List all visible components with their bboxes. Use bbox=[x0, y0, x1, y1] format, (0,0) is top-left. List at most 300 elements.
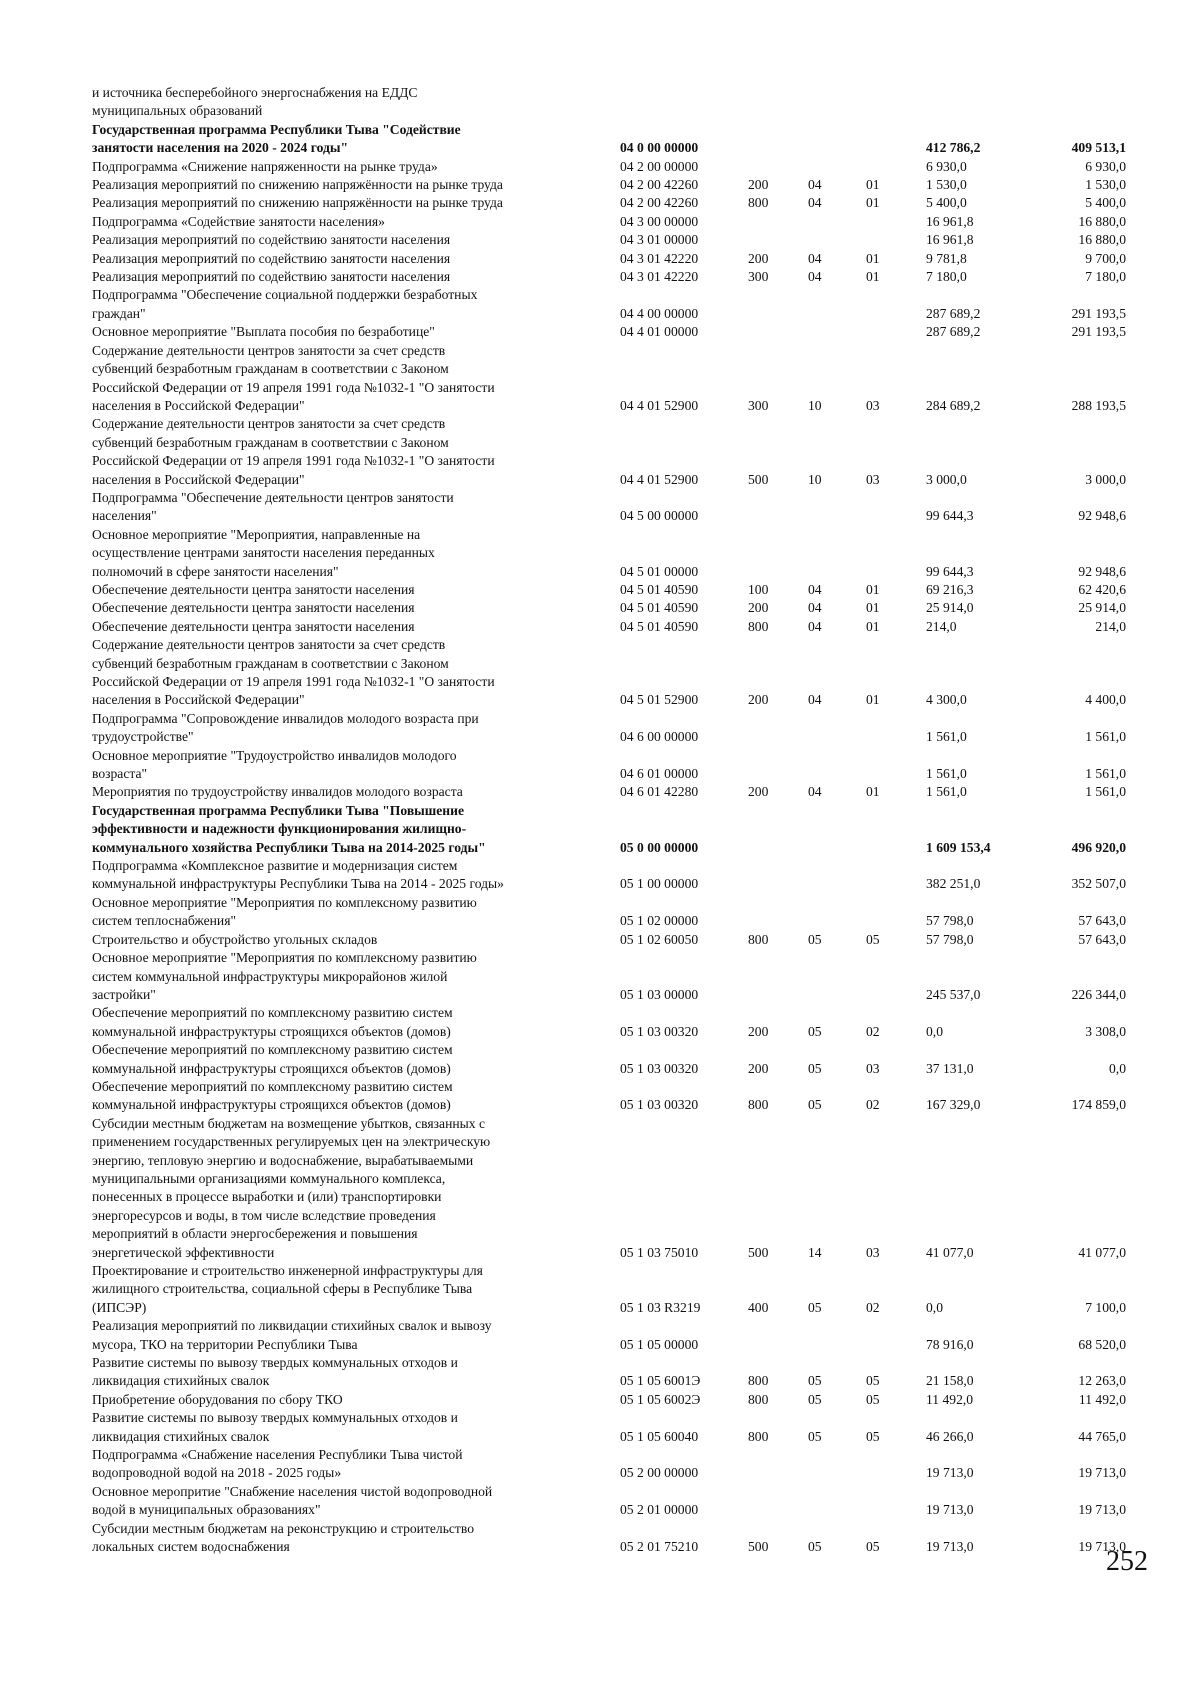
target-article-code: 04 3 01 42220 bbox=[620, 250, 699, 266]
amount-year-2: 57 643,0 bbox=[1078, 931, 1126, 947]
row-name-line: Мероприятия по трудоустройству инвалидов молодого возраста bbox=[92, 784, 463, 800]
row-name bbox=[92, 268, 612, 286]
row-name-line: субвенций безработным гражданам в соответствии с Законом bbox=[92, 434, 449, 450]
table-row bbox=[92, 1354, 1142, 1391]
table-row bbox=[92, 581, 1142, 599]
amount-year-1: 57 798,0 bbox=[926, 931, 974, 947]
expense-type-code: 300 bbox=[748, 269, 769, 285]
target-article-code: 05 1 05 00000 bbox=[620, 1336, 699, 1352]
amount-year-2: 214,0 bbox=[1095, 618, 1126, 634]
row-name-line: Строительство и обустройство угольных складов bbox=[92, 931, 378, 947]
subsection-code: 01 bbox=[866, 618, 880, 634]
section-code: 05 bbox=[808, 1428, 822, 1444]
expense-type-code: 200 bbox=[748, 250, 769, 266]
table-row bbox=[92, 286, 1142, 323]
table-row bbox=[92, 1317, 1142, 1354]
amount-year-1: 245 537,0 bbox=[926, 986, 981, 1002]
amount-year-2: 16 880,0 bbox=[1078, 232, 1126, 248]
amount-year-2: 174 859,0 bbox=[1071, 1097, 1126, 1113]
table-row bbox=[92, 857, 1142, 894]
row-name-line: Реализация мероприятий по ликвидации стихийных свалок и вывозу bbox=[92, 1318, 492, 1334]
target-article-code: 04 4 01 52900 bbox=[620, 471, 699, 487]
budget-table bbox=[92, 84, 1142, 1557]
table-row bbox=[92, 158, 1142, 176]
subsection-code: 01 bbox=[866, 692, 880, 708]
row-name-line: Обеспечение мероприятий по комплексному развитию систем bbox=[92, 1078, 453, 1094]
row-name bbox=[92, 323, 612, 341]
amount-year-1: 0,0 bbox=[926, 1299, 943, 1315]
row-name-line: Государственная программа Республики Тыва "Содействие bbox=[92, 121, 461, 137]
table-row bbox=[92, 599, 1142, 617]
row-name bbox=[92, 618, 612, 636]
amount-year-1: 25 914,0 bbox=[926, 600, 974, 616]
table-row bbox=[92, 1483, 1142, 1520]
amount-year-2: 11 492,0 bbox=[1078, 1391, 1126, 1407]
row-name-line: ликвидация стихийных свалок bbox=[92, 1428, 270, 1444]
table-row bbox=[92, 231, 1142, 249]
row-name bbox=[92, 802, 612, 857]
section-code: 04 bbox=[808, 784, 822, 800]
amount-year-1: 99 644,3 bbox=[926, 563, 974, 579]
amount-year-2: 44 765,0 bbox=[1078, 1428, 1126, 1444]
subsection-code: 01 bbox=[866, 600, 880, 616]
amount-year-1: 19 713,0 bbox=[926, 1502, 974, 1518]
amount-year-2: 92 948,6 bbox=[1078, 508, 1126, 524]
table-row bbox=[92, 1041, 1142, 1078]
amount-year-2: 19 713,0 bbox=[1078, 1465, 1126, 1481]
row-name-line: трудоустройстве" bbox=[92, 729, 194, 745]
amount-year-1: 99 644,3 bbox=[926, 508, 974, 524]
subsection-code: 01 bbox=[866, 784, 880, 800]
target-article-code: 05 0 00 00000 bbox=[620, 839, 699, 855]
amount-year-2: 7 100,0 bbox=[1085, 1299, 1126, 1315]
target-article-code: 05 2 01 75210 bbox=[620, 1539, 699, 1555]
row-name-line: субвенций безработным гражданам в соответствии с Законом bbox=[92, 361, 449, 377]
row-name-line: ликвидация стихийных свалок bbox=[92, 1373, 270, 1389]
row-name-line: Обеспечение деятельности центра занятости населения bbox=[92, 618, 415, 634]
target-article-code: 05 1 03 00320 bbox=[620, 1023, 699, 1039]
table-row bbox=[92, 250, 1142, 268]
subsection-code: 05 bbox=[866, 1373, 880, 1389]
target-article-code: 05 2 01 00000 bbox=[620, 1502, 699, 1518]
row-name-line: Реализация мероприятий по содействию занятости населения bbox=[92, 250, 451, 266]
row-name-line: Подпрограмма «Комплексное развитие и модернизация систем bbox=[92, 858, 458, 874]
row-name-line: муниципальными организациями коммунального комплекса, bbox=[92, 1170, 446, 1186]
row-name bbox=[92, 1041, 612, 1078]
section-code: 04 bbox=[808, 177, 822, 193]
target-article-code: 04 5 01 52900 bbox=[620, 692, 699, 708]
amount-year-1: 412 786,2 bbox=[926, 140, 981, 156]
table-row bbox=[92, 121, 1142, 158]
section-code: 10 bbox=[808, 397, 822, 413]
table-row bbox=[92, 268, 1142, 286]
target-article-code: 05 1 02 60050 bbox=[620, 931, 699, 947]
row-name bbox=[92, 710, 612, 747]
row-name-line: Содержание деятельности центров занятости за счет средств bbox=[92, 637, 446, 653]
row-name bbox=[92, 1391, 612, 1409]
amount-year-1: 11 492,0 bbox=[926, 1391, 974, 1407]
amount-year-1: 57 798,0 bbox=[926, 913, 974, 929]
row-name bbox=[92, 342, 612, 416]
row-name bbox=[92, 415, 612, 489]
amount-year-2: 1 530,0 bbox=[1085, 177, 1126, 193]
expense-type-code: 800 bbox=[748, 1097, 769, 1113]
row-name bbox=[92, 526, 612, 581]
table-row bbox=[92, 931, 1142, 949]
amount-year-2: 16 880,0 bbox=[1078, 213, 1126, 229]
row-name-line: Основное мероприятие "Выплата пособия по безработице" bbox=[92, 324, 435, 340]
row-name-line: населения" bbox=[92, 508, 157, 524]
expense-type-code: 800 bbox=[748, 618, 769, 634]
row-name bbox=[92, 1483, 612, 1520]
amount-year-1: 41 077,0 bbox=[926, 1244, 974, 1260]
expense-type-code: 500 bbox=[748, 1539, 769, 1555]
amount-year-2: 12 263,0 bbox=[1078, 1373, 1126, 1389]
table-row bbox=[92, 636, 1142, 710]
amount-year-1: 37 131,0 bbox=[926, 1060, 974, 1076]
target-article-code: 05 1 05 60040 bbox=[620, 1428, 699, 1444]
row-name bbox=[92, 636, 612, 710]
row-name-line: энергоресурсов и воды, в том числе вследствие проведения bbox=[92, 1207, 436, 1223]
target-article-code: 05 1 03 00320 bbox=[620, 1060, 699, 1076]
row-name-line: мероприятий в области энергосбережения и повышения bbox=[92, 1226, 418, 1242]
row-name bbox=[92, 489, 612, 526]
expense-type-code: 800 bbox=[748, 1428, 769, 1444]
section-code: 05 bbox=[808, 1539, 822, 1555]
subsection-code: 05 bbox=[866, 1391, 880, 1407]
row-name-line: Субсидии местным бюджетам на реконструкцию и строительство bbox=[92, 1520, 474, 1536]
section-code: 04 bbox=[808, 692, 822, 708]
expense-type-code: 400 bbox=[748, 1299, 769, 1315]
amount-year-1: 21 158,0 bbox=[926, 1373, 974, 1389]
section-code: 10 bbox=[808, 471, 822, 487]
table-row bbox=[92, 1262, 1142, 1317]
section-code: 05 bbox=[808, 1023, 822, 1039]
amount-year-1: 0,0 bbox=[926, 1023, 943, 1039]
section-code: 05 bbox=[808, 1299, 822, 1315]
target-article-code: 05 1 03 75010 bbox=[620, 1244, 699, 1260]
amount-year-1: 382 251,0 bbox=[926, 876, 981, 892]
table-row bbox=[92, 213, 1142, 231]
row-name-line: возраста" bbox=[92, 766, 148, 782]
amount-year-2: 5 400,0 bbox=[1085, 195, 1126, 211]
expense-type-code: 200 bbox=[748, 692, 769, 708]
row-name-line: Основное мероприятие "Мероприятия, направленные на bbox=[92, 526, 421, 542]
row-name bbox=[92, 599, 612, 617]
target-article-code: 04 3 01 00000 bbox=[620, 232, 699, 248]
section-code: 05 bbox=[808, 1391, 822, 1407]
target-article-code: 05 1 00 00000 bbox=[620, 876, 699, 892]
expense-type-code: 800 bbox=[748, 1391, 769, 1407]
row-name bbox=[92, 1354, 612, 1391]
section-code: 14 bbox=[808, 1244, 822, 1260]
table-row bbox=[92, 710, 1142, 747]
subsection-code: 03 bbox=[866, 471, 880, 487]
row-name bbox=[92, 121, 612, 158]
row-name-line: Подпрограмма «Содействие занятости населения» bbox=[92, 213, 385, 229]
subsection-code: 02 bbox=[866, 1299, 880, 1315]
table-row bbox=[92, 949, 1142, 1004]
row-name-line: Субсидии местным бюджетам на возмещение убытков, связанных с bbox=[92, 1115, 485, 1131]
expense-type-code: 200 bbox=[748, 177, 769, 193]
section-code: 05 bbox=[808, 1097, 822, 1113]
target-article-code: 04 2 00 42260 bbox=[620, 195, 699, 211]
row-name-line: Государственная программа Республики Тыва "Повышение bbox=[92, 802, 464, 818]
row-name-line: эффективности и надежности функционирования жилищно- bbox=[92, 821, 467, 837]
row-name bbox=[92, 949, 612, 1004]
table-row bbox=[92, 1446, 1142, 1483]
amount-year-1: 1 561,0 bbox=[926, 766, 967, 782]
table-row bbox=[92, 526, 1142, 581]
row-name-line: Развитие системы по вывозу твердых коммунальных отходов и bbox=[92, 1355, 458, 1371]
amount-year-1: 7 180,0 bbox=[926, 269, 967, 285]
expense-type-code: 800 bbox=[748, 1373, 769, 1389]
target-article-code: 04 4 01 52900 bbox=[620, 397, 699, 413]
row-name-line: муниципальных образований bbox=[92, 103, 263, 119]
row-name-line: Содержание деятельности центров занятости за счет средств bbox=[92, 416, 446, 432]
target-article-code: 04 5 01 40590 bbox=[620, 600, 699, 616]
subsection-code: 01 bbox=[866, 269, 880, 285]
amount-year-2: 291 193,5 bbox=[1071, 305, 1126, 321]
amount-year-2: 1 561,0 bbox=[1085, 729, 1126, 745]
subsection-code: 05 bbox=[866, 1539, 880, 1555]
amount-year-1: 214,0 bbox=[926, 618, 957, 634]
table-row bbox=[92, 1078, 1142, 1115]
row-name-line: Реализация мероприятий по содействию занятости населения bbox=[92, 269, 451, 285]
row-name-line: коммунальной инфраструктуры строящихся объектов (домов) bbox=[92, 1060, 451, 1076]
row-name-line: Российской Федерации от 19 апреля 1991 года №1032-1 "О занятости bbox=[92, 674, 495, 689]
row-name bbox=[92, 1446, 612, 1483]
target-article-code: 04 5 01 40590 bbox=[620, 581, 699, 597]
row-name bbox=[92, 783, 612, 801]
row-name bbox=[92, 1520, 612, 1557]
row-name-line: локальных систем водоснабжения bbox=[92, 1539, 290, 1555]
row-name-line: Обеспечение мероприятий по комплексному развитию систем bbox=[92, 1042, 453, 1058]
target-article-code: 04 6 01 00000 bbox=[620, 766, 699, 782]
target-article-code: 05 1 03 00320 bbox=[620, 1097, 699, 1113]
table-row bbox=[92, 894, 1142, 931]
table-row bbox=[92, 1004, 1142, 1041]
amount-year-2: 409 513,1 bbox=[1071, 140, 1126, 156]
table-row bbox=[92, 415, 1142, 489]
target-article-code: 04 6 00 00000 bbox=[620, 729, 699, 745]
amount-year-2: 288 193,5 bbox=[1071, 397, 1126, 413]
row-name-line: Обеспечение деятельности центра занятости населения bbox=[92, 600, 415, 616]
row-name-line: Основное меропритие "Снабжение населения чистой водопроводной bbox=[92, 1483, 493, 1499]
row-name-line: Основное мероприятие "Трудоустройство инвалидов молодого bbox=[92, 747, 457, 763]
table-row bbox=[92, 783, 1142, 801]
table-row bbox=[92, 194, 1142, 212]
row-name bbox=[92, 158, 612, 176]
target-article-code: 04 3 01 42220 bbox=[620, 269, 699, 285]
table-row bbox=[92, 1520, 1142, 1557]
amount-year-2: 1 561,0 bbox=[1085, 766, 1126, 782]
table-row bbox=[92, 84, 1142, 121]
subsection-code: 02 bbox=[866, 1023, 880, 1039]
amount-year-1: 16 961,8 bbox=[926, 232, 974, 248]
expense-type-code: 500 bbox=[748, 471, 769, 487]
amount-year-1: 167 329,0 bbox=[926, 1097, 981, 1113]
row-name-line: субвенций безработным гражданам в соответствии с Законом bbox=[92, 655, 449, 671]
row-name-line: Реализация мероприятий по снижению напряжённости на рынке труда bbox=[92, 177, 503, 193]
amount-year-1: 1 561,0 bbox=[926, 729, 967, 745]
row-name bbox=[92, 1078, 612, 1115]
row-name-line: мусора, ТКО на территории Республики Тыва bbox=[92, 1336, 358, 1352]
row-name-line: Российской Федерации от 19 апреля 1991 года №1032-1 "О занятости bbox=[92, 453, 495, 469]
amount-year-2: 226 344,0 bbox=[1071, 986, 1126, 1002]
target-article-code: 04 6 01 42280 bbox=[620, 784, 699, 800]
target-article-code: 04 2 00 00000 bbox=[620, 158, 699, 174]
row-name-line: Подпрограмма "Обеспечение социальной поддержки безработных bbox=[92, 287, 478, 303]
expense-type-code: 200 bbox=[748, 1023, 769, 1039]
row-name-line: применением государственных регулируемых цен на электрическую bbox=[92, 1134, 491, 1150]
target-article-code: 04 2 00 42260 bbox=[620, 177, 699, 193]
row-name-line: Обеспечение мероприятий по комплексному развитию систем bbox=[92, 1005, 453, 1021]
target-article-code: 04 0 00 00000 bbox=[620, 140, 699, 156]
target-article-code: 05 1 03 R3219 bbox=[620, 1299, 701, 1315]
row-name-line: Проектирование и строительство инженерной инфраструктуры для bbox=[92, 1263, 483, 1278]
expense-type-code: 200 bbox=[748, 784, 769, 800]
row-name-line: граждан" bbox=[92, 305, 146, 321]
row-name-line: коммунальной инфраструктуры строящихся объектов (домов) bbox=[92, 1023, 451, 1039]
subsection-code: 01 bbox=[866, 250, 880, 266]
row-name bbox=[92, 581, 612, 599]
section-code: 04 bbox=[808, 250, 822, 266]
row-name-line: Основное мероприятие "Мероприятия по комплексному развитию bbox=[92, 950, 477, 966]
amount-year-1: 69 216,3 bbox=[926, 581, 974, 597]
expense-type-code: 100 bbox=[748, 581, 769, 597]
row-name bbox=[92, 857, 612, 894]
table-row bbox=[92, 489, 1142, 526]
amount-year-2: 41 077,0 bbox=[1078, 1244, 1126, 1260]
row-name bbox=[92, 250, 612, 268]
row-name-line: Подпрограмма «Снижение напряженности на рынке труда» bbox=[92, 158, 438, 174]
row-name-line: Реализация мероприятий по снижению напряжённости на рынке труда bbox=[92, 195, 503, 211]
amount-year-1: 3 000,0 bbox=[926, 471, 967, 487]
expense-type-code: 200 bbox=[748, 1060, 769, 1076]
subsection-code: 03 bbox=[866, 1244, 880, 1260]
row-name bbox=[92, 231, 612, 249]
page-number: 252 bbox=[1106, 1546, 1148, 1577]
amount-year-2: 1 561,0 bbox=[1085, 784, 1126, 800]
subsection-code: 01 bbox=[866, 195, 880, 211]
amount-year-1: 9 781,8 bbox=[926, 250, 967, 266]
amount-year-2: 25 914,0 bbox=[1078, 600, 1126, 616]
row-name bbox=[92, 176, 612, 194]
row-name-line: систем коммунальной инфраструктуры микрорайонов жилой bbox=[92, 968, 448, 984]
amount-year-2: 3 000,0 bbox=[1085, 471, 1126, 487]
subsection-code: 01 bbox=[866, 581, 880, 597]
section-code: 04 bbox=[808, 581, 822, 597]
target-article-code: 04 5 01 40590 bbox=[620, 618, 699, 634]
expense-type-code: 300 bbox=[748, 397, 769, 413]
amount-year-1: 19 713,0 bbox=[926, 1465, 974, 1481]
subsection-code: 01 bbox=[866, 177, 880, 193]
row-name-line: водопроводной водой на 2018 - 2025 годы» bbox=[92, 1465, 342, 1481]
target-article-code: 05 1 05 6001Э bbox=[620, 1373, 701, 1389]
amount-year-1: 78 916,0 bbox=[926, 1336, 974, 1352]
amount-year-2: 7 180,0 bbox=[1085, 269, 1126, 285]
amount-year-2: 291 193,5 bbox=[1071, 324, 1126, 340]
section-code: 04 bbox=[808, 600, 822, 616]
expense-type-code: 800 bbox=[748, 931, 769, 947]
row-name bbox=[92, 747, 612, 784]
row-name-line: Обеспечение деятельности центра занятости населения bbox=[92, 581, 415, 597]
amount-year-2: 68 520,0 bbox=[1078, 1336, 1126, 1352]
table-row bbox=[92, 618, 1142, 636]
amount-year-1: 1 530,0 bbox=[926, 177, 967, 193]
target-article-code: 04 3 00 00000 bbox=[620, 213, 699, 229]
amount-year-2: 19 713,0 bbox=[1078, 1502, 1126, 1518]
row-name-line: населения в Российской Федерации" bbox=[92, 471, 305, 487]
amount-year-1: 16 961,8 bbox=[926, 213, 974, 229]
table-row bbox=[92, 176, 1142, 194]
subsection-code: 05 bbox=[866, 931, 880, 947]
table-row bbox=[92, 747, 1142, 784]
amount-year-1: 46 266,0 bbox=[926, 1428, 974, 1444]
table-row bbox=[92, 802, 1142, 857]
row-name-line: населения в Российской Федерации" bbox=[92, 397, 305, 413]
row-name bbox=[92, 194, 612, 212]
subsection-code: 02 bbox=[866, 1097, 880, 1113]
amount-year-1: 287 689,2 bbox=[926, 305, 981, 321]
row-name bbox=[92, 1004, 612, 1041]
amount-year-2: 57 643,0 bbox=[1078, 913, 1126, 929]
expense-type-code: 500 bbox=[748, 1244, 769, 1260]
row-name-line: Основное мероприятие "Мероприятия по комплексному развитию bbox=[92, 894, 477, 910]
amount-year-1: 287 689,2 bbox=[926, 324, 981, 340]
amount-year-2: 9 700,0 bbox=[1085, 250, 1126, 266]
amount-year-2: 352 507,0 bbox=[1071, 876, 1126, 892]
row-name bbox=[92, 894, 612, 931]
target-article-code: 05 1 02 00000 bbox=[620, 913, 699, 929]
row-name bbox=[92, 213, 612, 231]
target-article-code: 04 4 00 00000 bbox=[620, 305, 699, 321]
row-name-line: энергетической эффективности bbox=[92, 1244, 275, 1260]
section-code: 05 bbox=[808, 1373, 822, 1389]
row-name bbox=[92, 286, 612, 323]
row-name bbox=[92, 1409, 612, 1446]
row-name bbox=[92, 931, 612, 949]
subsection-code: 03 bbox=[866, 1060, 880, 1076]
row-name-line: населения в Российской Федерации" bbox=[92, 692, 305, 708]
amount-year-2: 92 948,6 bbox=[1078, 563, 1126, 579]
row-name-line: Подпрограмма «Снабжение населения Республики Тыва чистой bbox=[92, 1447, 463, 1463]
row-name-line: Приобретение оборудования по сбору ТКО bbox=[92, 1391, 343, 1407]
target-article-code: 04 4 01 00000 bbox=[620, 324, 699, 340]
row-name-line: Подпрограмма "Сопровождение инвалидов молодого возраста при bbox=[92, 710, 479, 726]
row-name-line: Содержание деятельности центров занятости за счет средств bbox=[92, 342, 446, 358]
row-name bbox=[92, 1115, 612, 1262]
subsection-code: 03 bbox=[866, 397, 880, 413]
amount-year-2: 0,0 bbox=[1109, 1060, 1126, 1076]
section-code: 04 bbox=[808, 195, 822, 211]
section-code: 04 bbox=[808, 269, 822, 285]
amount-year-2: 62 420,6 bbox=[1078, 581, 1126, 597]
table-row bbox=[92, 342, 1142, 416]
table-row bbox=[92, 1409, 1142, 1446]
row-name-line: полномочий в сфере занятости населения" bbox=[92, 563, 339, 579]
subsection-code: 05 bbox=[866, 1428, 880, 1444]
row-name-line: систем теплоснабжения" bbox=[92, 913, 237, 929]
row-name bbox=[92, 1262, 612, 1317]
row-name bbox=[92, 1317, 612, 1354]
section-code: 04 bbox=[808, 618, 822, 634]
row-name bbox=[92, 84, 612, 121]
row-name-line: Развитие системы по вывозу твердых коммунальных отходов и bbox=[92, 1410, 458, 1426]
row-name-line: энергию, тепловую энергию и водоснабжение, вырабатываемыми bbox=[92, 1152, 474, 1168]
amount-year-1: 19 713,0 bbox=[926, 1539, 974, 1555]
